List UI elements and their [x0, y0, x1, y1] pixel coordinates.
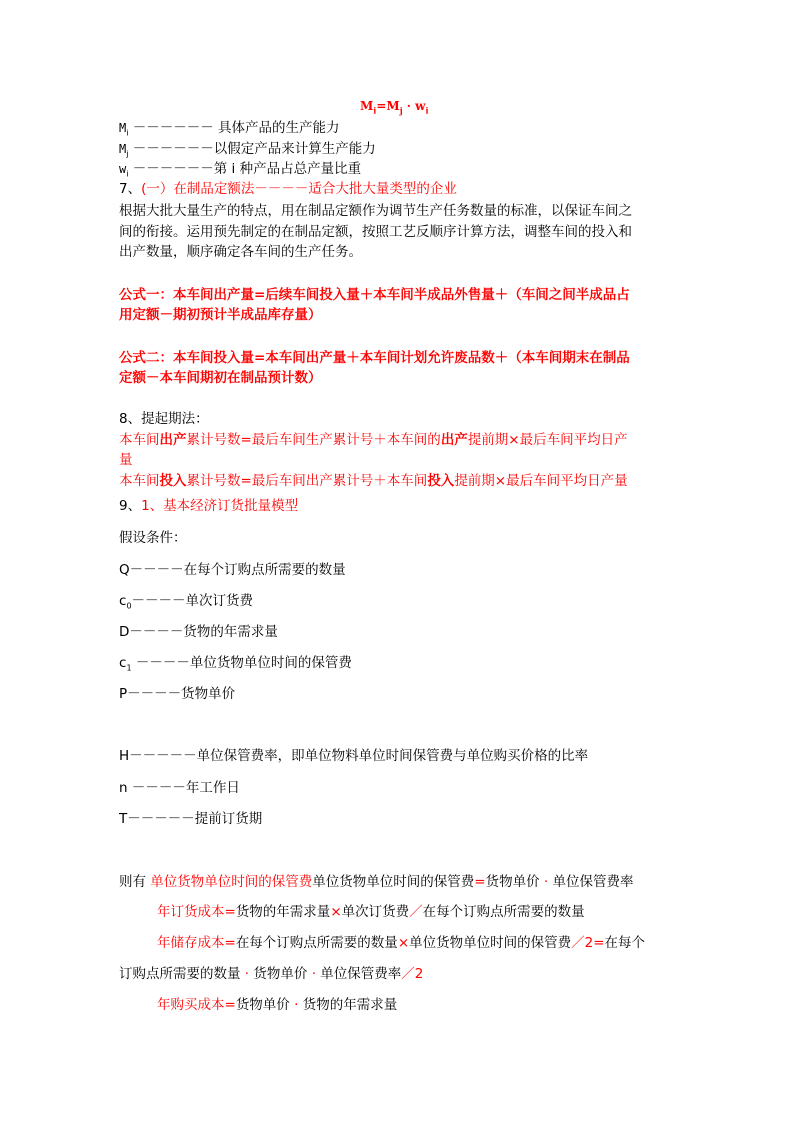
definition-text: －－－－单位货物单位时间的保管费: [131, 655, 352, 671]
symbol-sub: 1: [126, 663, 132, 673]
symbol-sub: i: [126, 169, 129, 179]
formula-m: M: [386, 99, 400, 113]
text-part: 单次订货费: [341, 904, 410, 920]
text-part: 本车间: [119, 473, 160, 489]
def-c0: [119, 592, 253, 616]
symbol: M: [119, 121, 127, 135]
text-part: 货物的年需求量: [298, 997, 398, 1013]
emphasis: 投入: [427, 473, 455, 489]
red-term: 年订货成本=: [157, 904, 236, 920]
operator: ·: [543, 874, 549, 890]
text-part: 在每个订购点所需要的数量: [422, 904, 585, 920]
def-d: D－－－－货物的年需求量: [119, 624, 278, 640]
def-t: T－－－－－提前订货期: [119, 811, 263, 827]
text-part: 货物单价: [235, 997, 295, 1013]
symbol-sub: 0: [126, 601, 132, 611]
formula-one-line: 用定额－期初预计半成品库存量）: [119, 307, 322, 323]
def-h: H－－－－－单位保管费率，即单位物料单位时间保管费与单位购买价格的比率: [119, 748, 589, 764]
section-title: (一）在制品定额法－－－－适合大批大量类型的企业: [141, 181, 457, 197]
text-part: 单位保管费率: [315, 966, 402, 982]
formula-w: w: [415, 99, 426, 113]
operator: ·: [294, 997, 299, 1013]
definition-text: －－－－－－以假定产品来计算生产能力: [128, 141, 376, 157]
text-part: 单位保管费率: [548, 874, 634, 890]
assumptions-label: 假设条件：: [119, 530, 187, 546]
text-part: 订购点所需要的数量: [119, 966, 245, 982]
result-line-3-cont: [119, 965, 423, 983]
section-title: 1、基本经济订货批量模型: [141, 498, 299, 514]
red-term: 年购买成本=: [157, 997, 236, 1013]
formula-one-line: 公式一：本车间出产量=后续车间投入量＋本车间半成品外售量＋（车间之间半成品占: [119, 287, 630, 303]
red-term: 单位货物单位时间的保管费: [150, 874, 313, 890]
def-n: n －－－－年工作日: [119, 780, 240, 796]
symbol: w: [119, 162, 127, 176]
section-7-heading: [119, 180, 457, 198]
result-line-3: [157, 934, 645, 952]
emphasis: 出产: [159, 432, 187, 448]
operator: ·: [244, 966, 250, 982]
section-number: 9、: [119, 498, 142, 514]
operator: ×: [397, 935, 410, 951]
operator: ／2: [401, 966, 424, 982]
emphasis: 投入: [159, 473, 187, 489]
section-9-heading: [119, 497, 298, 515]
result-line-1: [119, 873, 634, 891]
formula-dot: ·: [406, 99, 411, 113]
symbol: M: [119, 142, 127, 156]
text-part: 本车间: [119, 432, 160, 448]
symbol-sub: j: [126, 149, 129, 159]
operator: ·: [311, 966, 316, 982]
formula-sub: i: [373, 105, 377, 116]
section-number: 7、: [119, 181, 142, 197]
def-q: Q－－－－在每个订购点所需要的数量: [119, 562, 346, 578]
capacity-formula: [360, 99, 429, 115]
formula-m: M: [360, 99, 374, 113]
symbol: c: [119, 655, 127, 671]
red-term: 年储存成本=: [157, 935, 236, 951]
paragraph-line: 出产数量，顺序确定各车间的生产任务。: [119, 244, 362, 260]
operator: =: [474, 874, 486, 890]
text-part: 货物的年需求量: [235, 904, 331, 920]
text-part: 则有: [119, 874, 151, 890]
lead-input-line: [119, 472, 628, 490]
text-part: 在每个: [604, 935, 646, 951]
formula-two-line: 定额－本车间期初在制品预计数）: [119, 370, 322, 386]
definition-text: －－－－单次订货费: [131, 593, 254, 609]
formula-eq: =: [376, 99, 387, 113]
text-part: 提前期×最后车间平均日产量: [454, 473, 628, 489]
text-part: 货物单价: [485, 874, 544, 890]
text-part: 累计号数=最后车间出产累计号＋本车间: [186, 473, 428, 489]
text-part: 提前期×最后车间平均日产: [467, 432, 628, 448]
text-part: 累计号数=最后车间生产累计号＋本车间的: [186, 432, 441, 448]
definition-text: －－－－－－第 i 种产品占总产量比重: [128, 161, 362, 177]
result-line-4: [157, 996, 397, 1014]
text-part: 单位货物单位时间的保管费: [312, 874, 475, 890]
formula-sub: j: [399, 105, 403, 116]
operator: ／: [409, 904, 423, 920]
paragraph-line: 间的衔接。运用预先制定的在制品定额，按照工艺反顺序计算方法，调整车间的投入和: [119, 224, 632, 240]
text-part: 在每个订购点所需要的数量: [235, 935, 398, 951]
paragraph-line: 根据大批大量生产的特点，用在制品定额作为调节生产任务数量的标准，以保证车间之: [119, 203, 632, 219]
emphasis: 出产: [440, 432, 468, 448]
text-part: 货物单价: [249, 966, 312, 982]
symbol-sub: i: [126, 128, 129, 138]
lead-output-line: [119, 431, 628, 449]
formula-sub: i: [425, 105, 429, 116]
operator: ×: [330, 904, 342, 920]
section-8-heading: 8、提起期法：: [119, 411, 209, 427]
operator: ／2=: [571, 935, 605, 951]
formula-two-line: 公式二：本车间投入量=本车间出产量＋本车间计划允许废品数＋（本车间期末在制品: [119, 350, 630, 366]
symbol: c: [119, 593, 127, 609]
def-c1: [119, 654, 352, 678]
lead-output-line-cont: 量: [119, 452, 133, 468]
definition-text: －－－－－－ 具体产品的生产能力: [128, 120, 340, 136]
text-part: 单位货物单位时间的保管费: [409, 935, 572, 951]
result-line-2: [157, 903, 585, 921]
def-p: P－－－－货物单价: [119, 686, 236, 702]
